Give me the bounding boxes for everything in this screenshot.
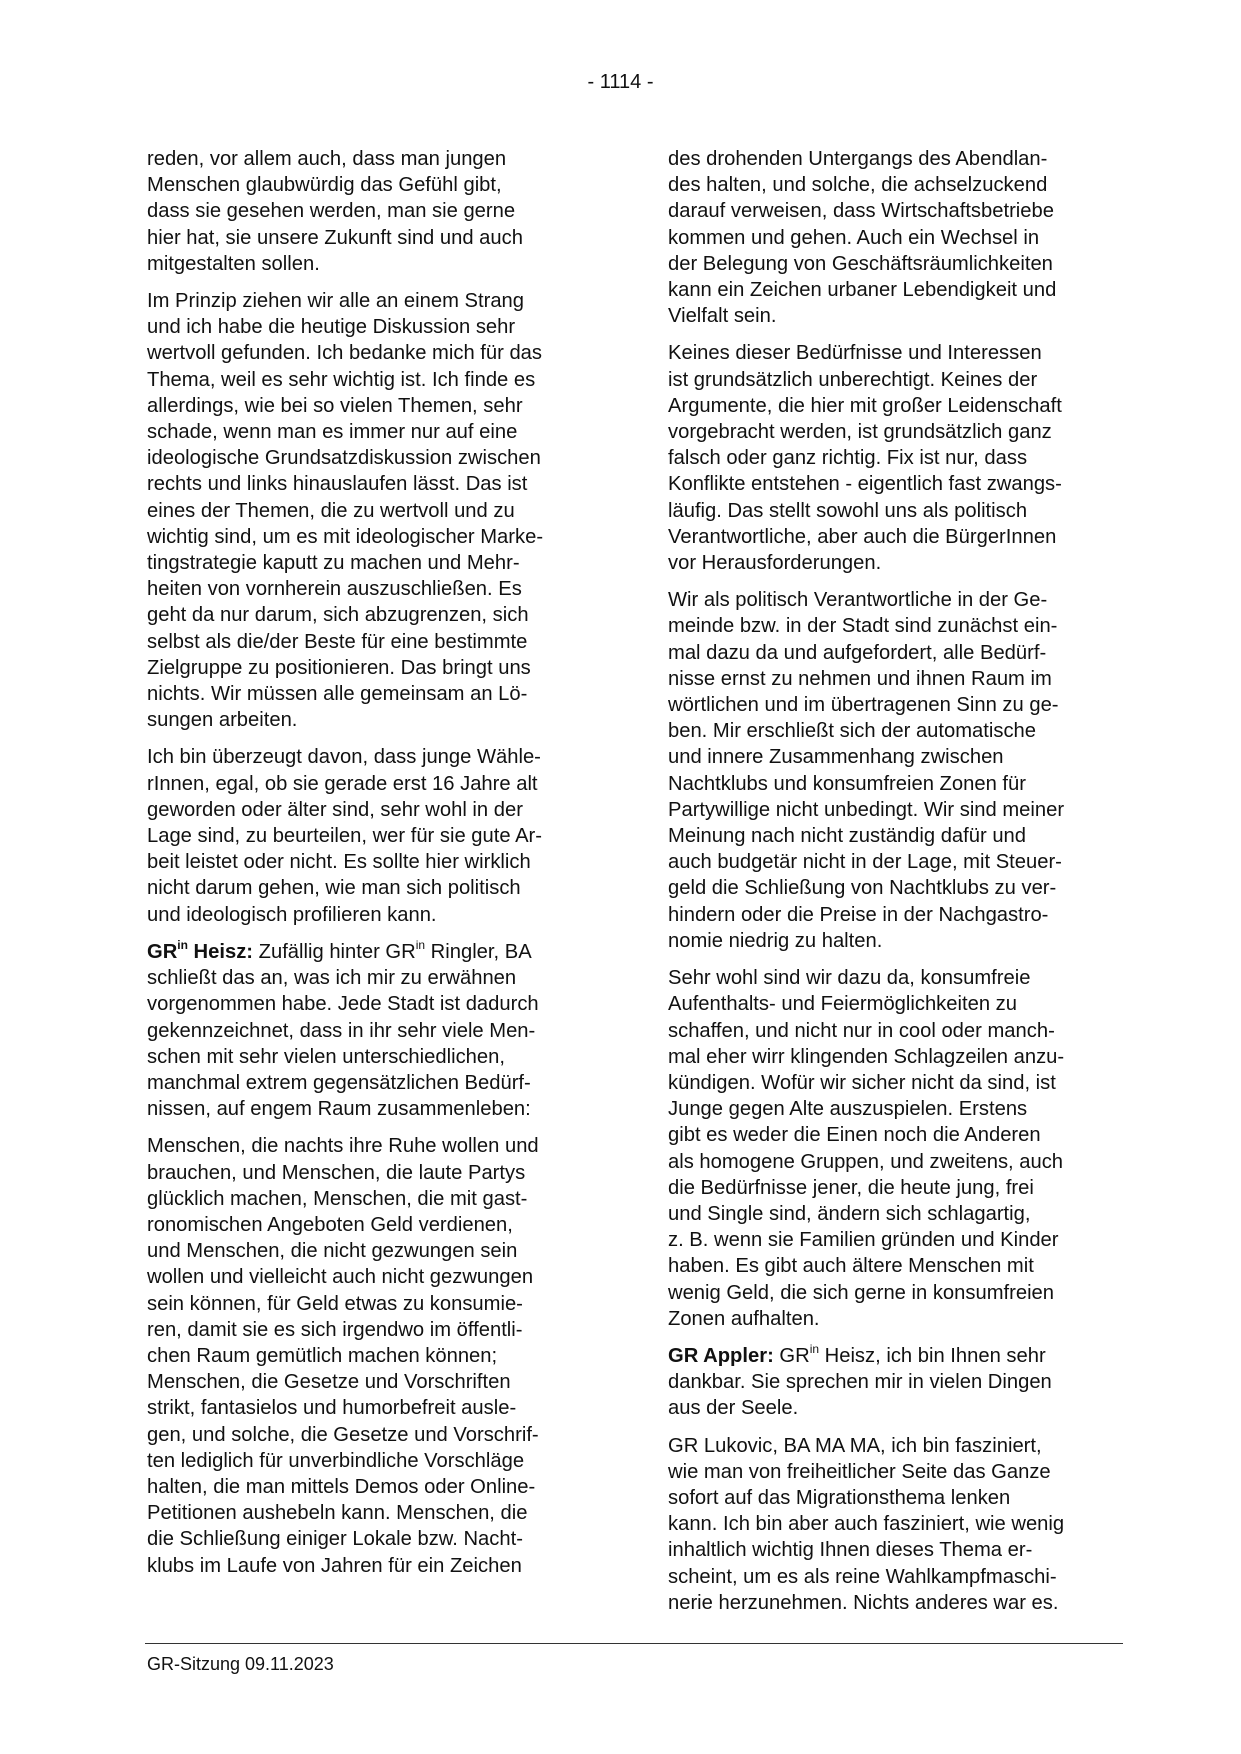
paragraph-text: Heisz, ich bin Ihnen sehr dankbar. Sie sprechen mir in vielen Dingen aus der Seele.: [668, 1344, 1052, 1420]
paragraph: Menschen, die nachts ihre Ruhe wollen und brauchen, und Menschen, die laute Partys glücklich machen, Menschen, die mit gast- ronomischen Angeboten Geld verdienen, und Menschen, die nicht gezwungen sein wollen und vielleicht auch nicht gezwungen sein können, für Geld etwas zu konsumie- ren, damit sie es sich irgendwo im öffentli- chen Raum gemütlich machen können; Menschen, die Gesetze und Vorschriften strikt, fantasielos und humorbefreit ausle- gen, und solche, die Gesetze und Vorschrif- ten lediglich für unverbindliche Vorschläge halten, die man mittels Demos oder Online- Petitionen aushebeln kann. Menschen, die die Schließung einiger Lokale bzw. Nacht- klubs im Laufe von Jahren für ein Zeichen: [147, 1135, 539, 1577]
footer-session-date: GR-Sitzung 09.11.2023: [147, 1654, 334, 1674]
title-superscript: in: [415, 937, 426, 952]
paragraph: Wir als politisch Verantwortliche in der Ge- meinde bzw. in der Stadt sind zunächst ein- mal dazu da und aufgefordert, alle Bedürf- nisse ernst zu nehmen und ihnen Raum im wörtlichen und im übertragenen Sinn zu ge- ben. Mir erschließt sich der automatische und innere Zusammenhang zwischen Nachtklubs und konsumfreien Zonen für Partywillige nicht unbedingt. Wir sind meiner Meinung nach nicht zuständig dafür und auch budgetär nicht in der Lage, mit Steuer- geld die Schließung von Nachtklubs zu ver- hindern oder die Preise in der Nachgastro- nomie niedrig zu halten.: [668, 589, 1065, 952]
paragraph: GR Lukovic, BA MA MA, ich bin fasziniert, wie man von freiheitlicher Seite das Ganze sofort auf das Migrationsthema lenken kann. Ich bin aber auch fasziniert, wie wenig inhaltlich wichtig Ihnen dieses Thema er- scheint, um es als reine Wahlkampfmaschi- nerie herzunehmen. Nichts anderes war es.: [668, 1434, 1065, 1614]
speaker-superscript: in: [177, 937, 188, 952]
right-column: [668, 146, 1123, 1627]
paragraph-text: Ringler, BA schließt das an, was ich mir zu erwähnen vorgenommen habe. Jede Stadt ist dadurch gekennzeichnet, dass in ihr sehr viele Men- schen mit sehr vielen unterschiedlichen, manchmal extrem gegensätzlichen Bedürf- nissen, auf engem Raum zusammenleben:: [147, 940, 539, 1121]
paragraph: Im Prinzip ziehen wir alle an einem Strang und ich habe die heutige Diskussion sehr wertvoll gefunden. Ich bedanke mich für das Thema, weil es sehr wichtig ist. Ich finde es allerdings, wie bei so vielen Themen, sehr schade, wenn man es immer nur auf eine ideologische Grundsatzdiskussion zwischen rechts und links hinauslaufen lässt. Das ist eines der Themen, die zu wertvoll und zu wichtig sind, um es mit ideologischer Marke- tingstrategie kaputt zu machen und Mehr- heiten von vornherein auszuschließen. Es geht da nur darum, sich abzugrenzen, sich selbst als die/der Beste für eine bestimmte Zielgruppe zu positionieren. Das bringt uns nichts. Wir müssen alle gemeinsam an Lö- sungen arbeiten.: [147, 290, 544, 732]
paragraph-text: Zufällig hinter GR: [253, 940, 416, 963]
paragraph-text: GR: [773, 1344, 810, 1367]
speaker-prefix: GR: [147, 940, 178, 963]
footer-divider: [145, 1643, 1123, 1644]
speaker-name-heisz: [147, 937, 254, 963]
title-superscript: in: [809, 1341, 820, 1356]
paragraph: Keines dieser Bedürfnisse und Interessen ist grundsätzlich unberechtigt. Keines der Argumente, die hier mit großer Leidenschaft vorgebracht werden, ist grundsätzlich ganz falsch oder ganz richtig. Fix ist nur, dass Konflikte entstehen - eigentlich fast zwangs- läufig. Das stellt sowohl uns als politisch Verantwortliche, aber auch die BürgerInnen vor Herausforderungen.: [668, 342, 1062, 575]
paragraph: des drohenden Untergangs des Abendlan- des halten, und solche, die achselzuckend darauf verweisen, dass Wirtschaftsbetriebe kommen und gehen. Auch ein Wechsel in der Belegung von Geschäftsräumlichkeiten kann ein Zeichen urbaner Lebendigkeit und Vielfalt sein.: [668, 148, 1057, 328]
speaker-paragraph-appler: [668, 1343, 1123, 1422]
page-number: - 1114 -: [587, 71, 654, 93]
speaker-surname: Heisz:: [187, 940, 254, 963]
paragraph: Sehr wohl sind wir dazu da, konsumfreie Aufenthalts- und Feiermöglichkeiten zu schaffen, und nicht nur in cool oder manch- mal eher wirr klingenden Schlagzeilen anzu- kündigen. Wofür wir sicher nicht da sind, ist Junge gegen Alte auszuspielen. Erstens gibt es weder die Einen noch die Anderen als homogene Gruppen, und zweitens, auch die Bedürfnisse jener, die heute jung, frei und Single sind, ändern sich schlagartig, z. B. wenn sie Familien gründen und Kinder haben. Es gibt auch ältere Menschen mit wenig Geld, die sich gerne in konsumfreien Zonen aufhalten.: [668, 967, 1065, 1330]
paragraph: Ich bin überzeugt davon, dass junge Wähle- rInnen, egal, ob sie gerade erst 16 Jahre alt geworden oder älter sind, sehr wohl in der Lage sind, zu beurteilen, wer für sie gute Ar- beit leistet oder nicht. Es sollte hier wirklich nicht darum gehen, wie man sich politisch und ideologisch profilieren kann.: [147, 746, 542, 926]
left-column: [147, 146, 602, 1590]
speaker-name-appler: GR Appler:: [668, 1344, 774, 1367]
paragraph: reden, vor allem auch, dass man jungen Menschen glaubwürdig das Gefühl gibt, dass sie gesehen werden, man sie gerne hier hat, sie unsere Zukunft sind und auch mitgestalten sollen.: [147, 148, 523, 275]
speaker-paragraph-heisz: [147, 939, 602, 1122]
